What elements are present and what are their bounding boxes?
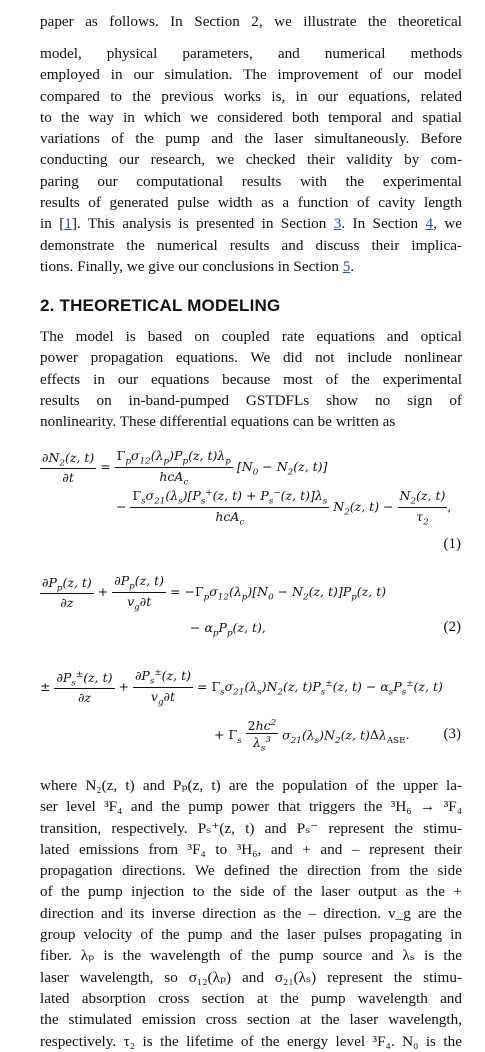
model-line: results on in-band-pumped GSTDFLs show no sign of xyxy=(40,391,462,409)
section-link-4[interactable]: 4 xyxy=(425,215,434,233)
equation-1-line-2: − $\frac{\Gamma_s\sigma_{21}(\lambda_s)[P_s^+(z, t) + P_s^-(z, t)]\lambda_s}{hcA_c}$ $N_2(z$, t) − $\frac{N_2(z, t)}{\tau_2}$ , xyxy=(116,488,452,528)
text-fragment: ]. This analysis is presented in Section xyxy=(71,215,334,233)
model-line: effects in our equations because most of the experimental xyxy=(40,370,462,388)
intro-line xyxy=(40,256,462,277)
intro-line: results of generated pulse width as a function of cavity length xyxy=(40,194,462,212)
equation-3-line-2: + $\Gamma_s$ $\frac{2hc^2}{\lambda_s^3}$ $\sigma_{21}(\lambda_s)N_2(z$, $t)\Delta\lambda_{ASE}$. xyxy=(214,718,410,754)
where-line: direction and its inverse direction as the – direction. v_g are the xyxy=(40,904,462,922)
where-line: group velocity of the pump and the laser pulses propagating in xyxy=(40,926,462,944)
fraction: $\frac{\partial P_s^\pm(z, t)}{\partial z}$ xyxy=(56,669,113,706)
equation-2-line-1: $\frac{\partial P_p(z, t)}{\partial z}$ + $\frac{\partial P_p(z, t)}{v_g\partial t}$ = $-\Gamma_p\sigma_{12}(\lambda_p)[N_0 - N_2(z$, $t)]P_p(z$, t) xyxy=(42,573,387,612)
where-line: where N₂(z, t) and Pₚ(z, t) are the population of the upper la- xyxy=(40,777,462,794)
section-link-5[interactable]: 5 xyxy=(342,257,351,275)
intro-line: model, physical parameters, and numerical methods xyxy=(40,45,462,62)
equation-1-line-1: $\frac{\partial N_2(z, t)}{\partial t}$ = $\frac{\Gamma_p\sigma_{12}(\lambda_p)P_p(z, t)\lambda_p}{hcA_c}$ [$N_0 - N_2(z$, t)] xyxy=(42,448,328,487)
intro-line: variations of the pump and the laser simultaneously. Before xyxy=(40,130,462,148)
where-line: fiber. λₚ is the wavelength of the pump source and λₛ is the xyxy=(40,947,462,965)
text-fragment: . In Section xyxy=(341,215,426,233)
equation-number-2: (2) xyxy=(443,619,461,635)
citation-link-1[interactable]: 1 xyxy=(64,215,72,233)
section-heading: 2. THEORETICAL MODELING xyxy=(40,296,281,315)
where-line: ser level ³F₄ and the pump power that triggers the ³H₆ → ³F₄ xyxy=(40,798,462,816)
fraction: $\frac{\partial P_s^\pm(z, t)}{v_g\partial t}$ xyxy=(134,668,191,708)
where-line: the stimulated emission cross section at the laser wavelength, xyxy=(40,1011,462,1029)
text-fragment: tions. Finally, we give our conclusions in Section xyxy=(40,257,343,275)
where-line: lated absorption cross section at the pump wavelength and xyxy=(40,989,462,1007)
fraction: $\frac{\Gamma_p\sigma_{12}(\lambda_p)P_p(z, t)\lambda_p}{hcA_c}$ xyxy=(116,448,231,487)
intro-paragraph xyxy=(40,43,462,277)
where-line: laser wavelength, so σ₁₂(λₚ) and σ₂₁(λₛ) represent the stimu- xyxy=(40,968,462,986)
intro-line: employed in our simulation. The improvement of our model xyxy=(40,66,462,84)
where-paragraph xyxy=(40,775,462,1052)
fraction: $\frac{\partial P_p(z, t)}{\partial z}$ xyxy=(42,574,92,611)
where-line: respectively. τ₂ is the lifetime of the energy level ³F₄. N₀ is the xyxy=(40,1032,462,1050)
section-link-3[interactable]: 3 xyxy=(333,215,342,233)
where-line: propagation directions. We defined the direction from the side xyxy=(40,862,462,880)
intro-line: compared to the previous works is, in our equations, related xyxy=(40,87,462,105)
model-paragraph xyxy=(40,326,462,432)
model-line: The model is based on coupled rate equations and optical xyxy=(40,328,462,345)
fraction: $\frac{\partial P_p(z, t)}{v_g\partial t}$ xyxy=(114,573,165,612)
intro-line xyxy=(40,213,462,234)
clipped-top-line xyxy=(40,13,462,34)
model-line: power propagation equations. We did not include nonlinear xyxy=(40,349,462,367)
intro-line: to the way in which we considered both temporal and spatial xyxy=(40,108,462,126)
equation-3-line-1: ± $\frac{\partial P_s^\pm(z, t)}{\partial z}$ + $\frac{\partial P_s^\pm(z, t)}{v_g\partial t}$ = $\Gamma_s\sigma_{21}(\lambda_s)N_2(z$, $t)P_s^\pm(z$, $t) - \alpha_sP_s^\pm(z$, t) xyxy=(40,668,443,708)
intro-line: demonstrate the numerical results and discuss their implica- xyxy=(40,236,462,254)
fraction: $\frac{2hc^2}{\lambda_s^3}$ xyxy=(247,718,277,754)
model-line: nonlinearity. These differential equations can be written as xyxy=(40,413,396,431)
fraction: $\frac{N_2(z, t)}{\tau_2}$ xyxy=(399,488,446,528)
text-fragment: in [ xyxy=(40,215,65,233)
text-fragment: . xyxy=(350,257,355,275)
fraction: $\frac{\partial N_2(z, t)}{\partial t}$ xyxy=(42,449,95,486)
intro-line: conducting our research, we checked their validity by com- xyxy=(40,151,462,169)
equation-2-line-2: − $\alpha_pP_p(z$, t), xyxy=(190,620,266,639)
text-fragment: , we xyxy=(433,215,462,233)
equation-number-3: (3) xyxy=(443,726,461,742)
where-line: transition, respectively. Pₛ⁺(z, t) and Pₛ⁻ represent the stimu- xyxy=(40,819,462,837)
equation-number-1: (1) xyxy=(443,536,461,552)
fraction: $\frac{\Gamma_s\sigma_{21}(\lambda_s)[P_s^+(z, t) + P_s^-(z, t)]\lambda_s}{hcA_c}$ xyxy=(132,488,328,528)
where-line: lated emissions from ³F₄ to ³H₆, and + and – represent their xyxy=(40,840,462,858)
intro-line: paring our computational results with the experimental xyxy=(40,172,462,190)
intro-clipped-line: paper as follows. In Section 2, we illustrate the theoretical xyxy=(40,13,462,30)
where-line: of the pump injection to the side of the laser output as the + xyxy=(40,883,462,901)
